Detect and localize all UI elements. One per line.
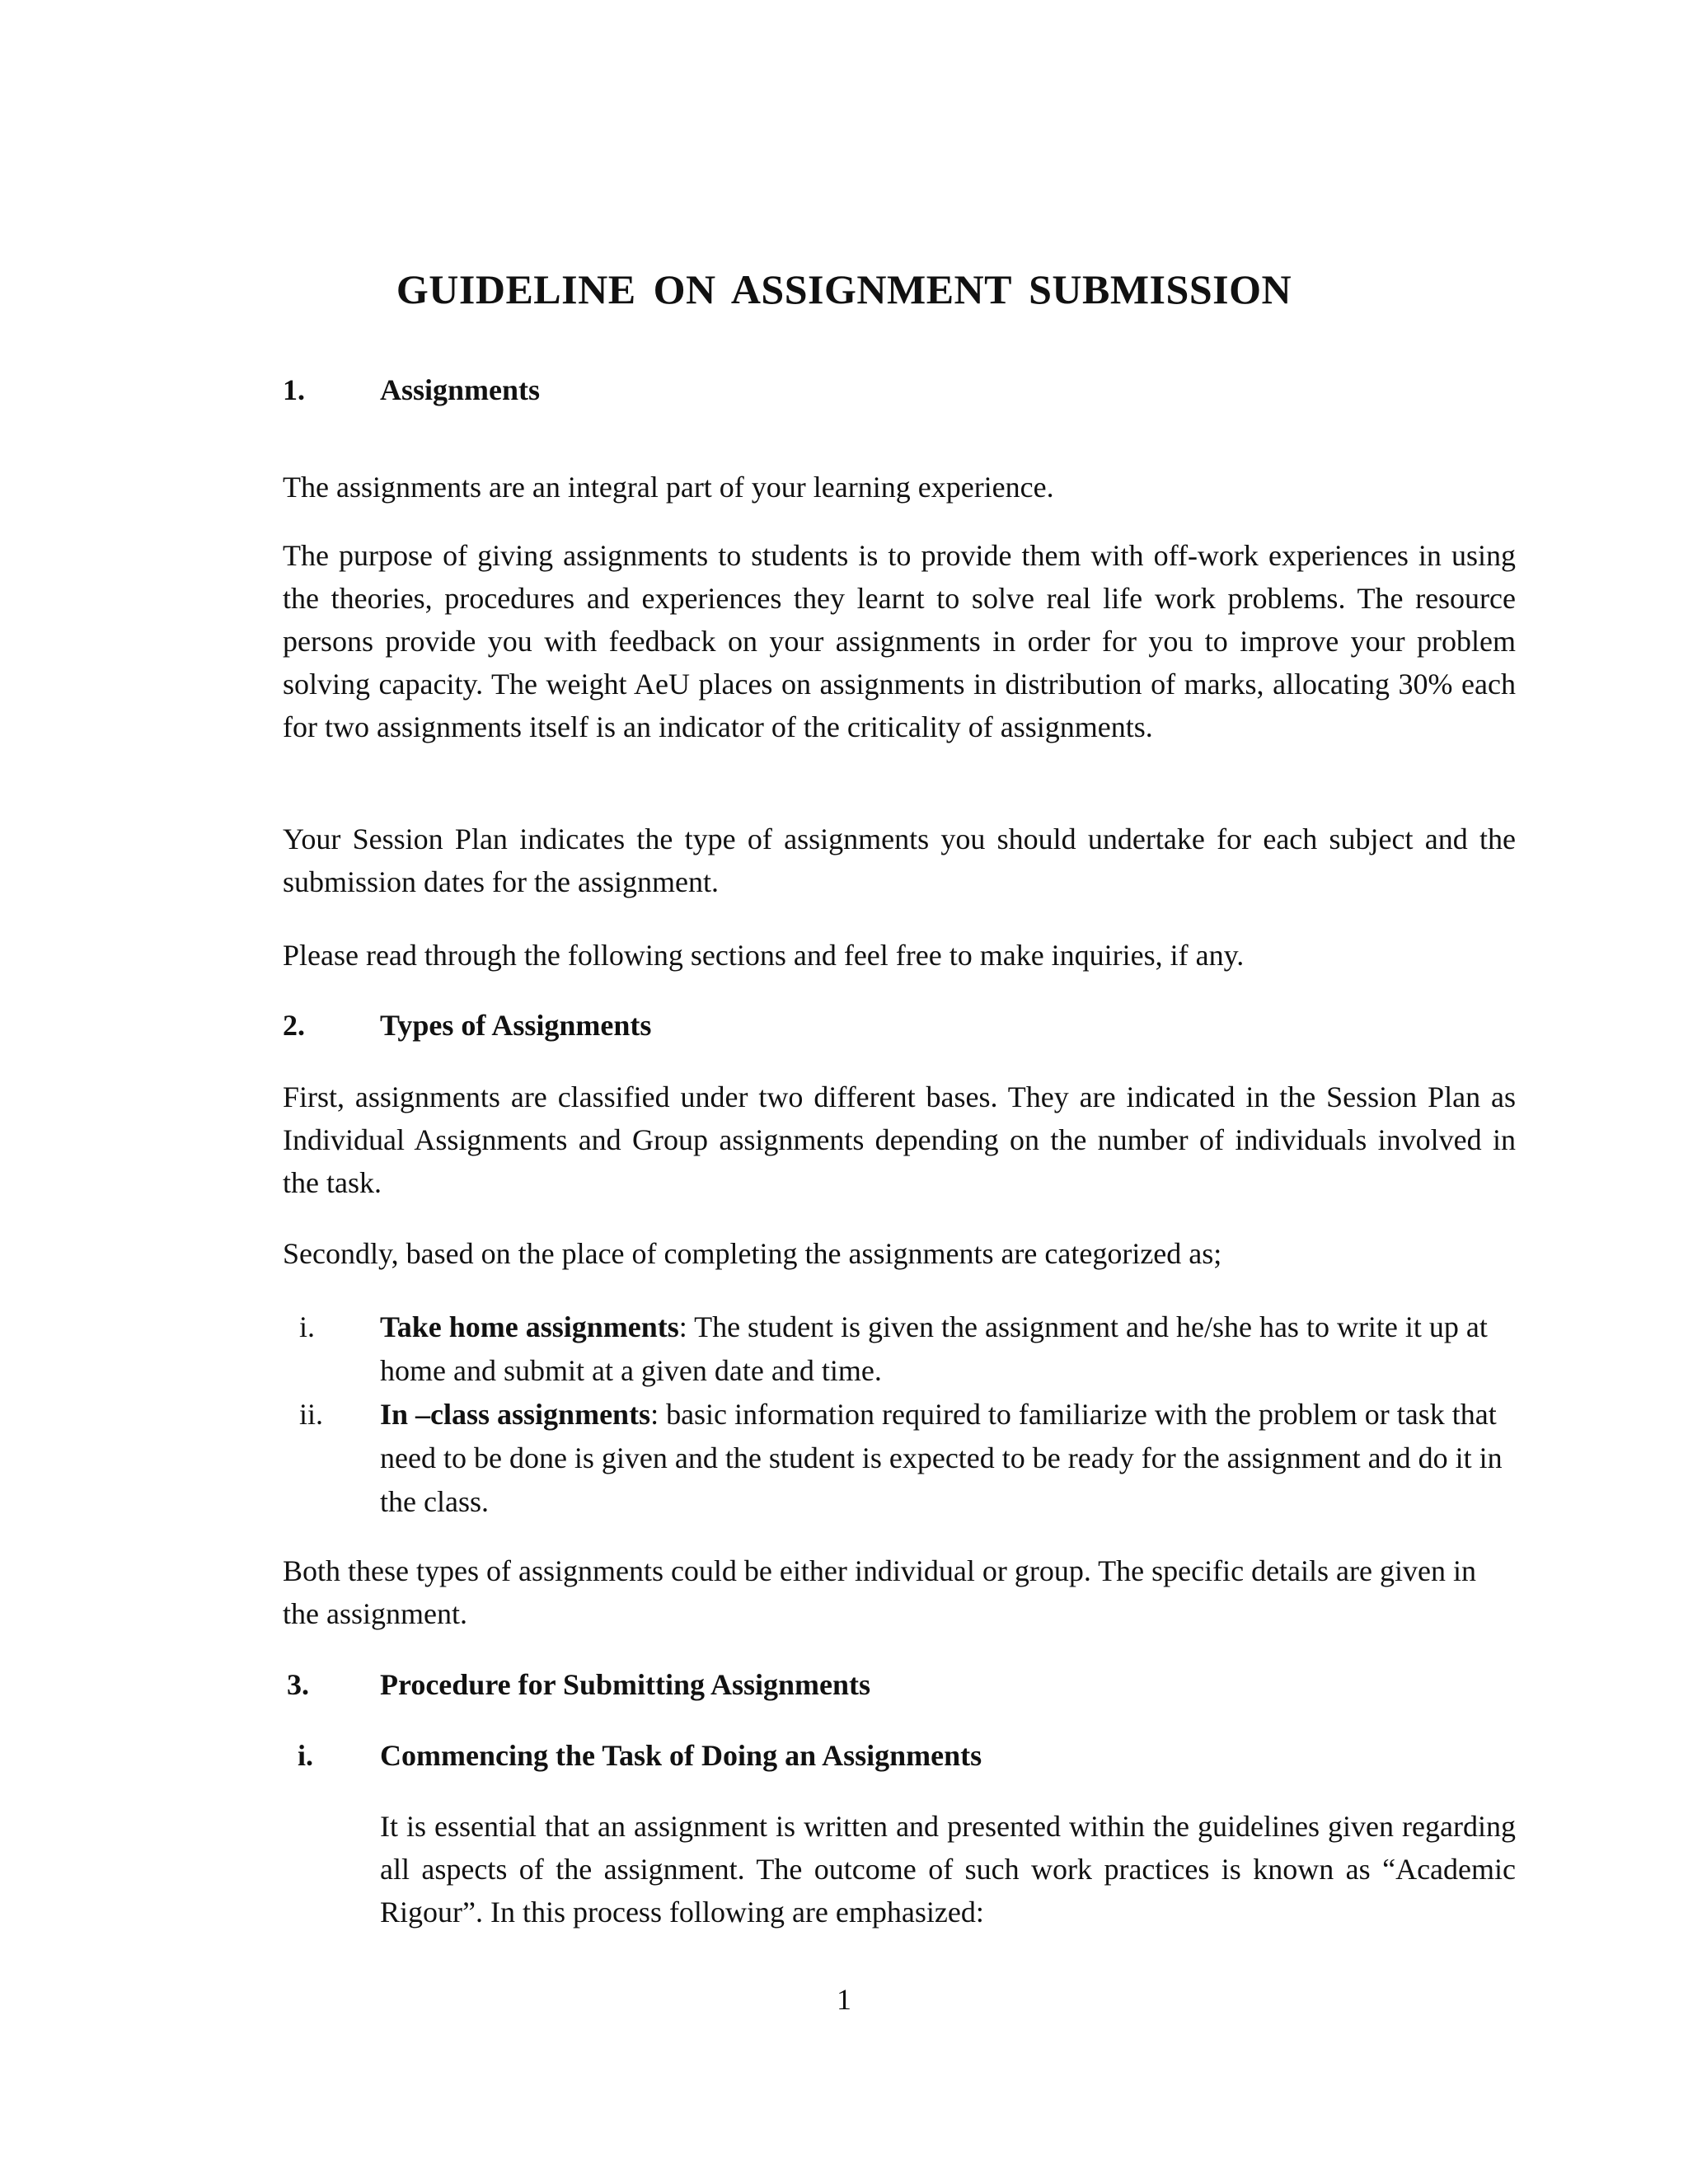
list-item-text: : basic information required to familiarize with the problem or task that need to be done is given and the student is expected to be ready for the assignment and do it in the class. <box>380 1398 1503 1518</box>
list-item-text: : The student is given the assignment and he/she has to write it up at home and submit at a given date and time. <box>380 1310 1488 1387</box>
paragraph: Your Session Plan indicates the type of assignments you should undertake for each subject and the submission dates for the assignment. <box>283 823 1516 898</box>
section-number: 1. <box>283 373 305 406</box>
subsection-number: i. <box>298 1739 314 1772</box>
list-item-body <box>380 1305 1516 1393</box>
section-number: 2. <box>283 1009 305 1042</box>
paragraph: First, assignments are classified under two different bases. They are indicated in the Session Plan as Individual Assignments and Group assignments depending on the number of individuals involved in the task. <box>283 1080 1516 1199</box>
document-title: GUIDELINE ON ASSIGNMENT SUBMISSION <box>396 266 1292 312</box>
paragraph: It is essential that an assignment is written and presented within the guidelines given regarding all aspects of the assignment. The outcome of such work practices is known as “Academic Rigour”. In this process following are emphasized: <box>380 1810 1516 1929</box>
paragraph: Secondly, based on the place of completing the assignments are categorized as; <box>283 1237 1222 1270</box>
paragraph: The purpose of giving assignments to students is to provide them with off-work experiences in using the theories, procedures and experiences they learnt to solve real life work problems. The resource persons provide you with feedback on your assignments in order for you to improve your problem solving capacity. The weight AeU places on assignments in distribution of marks, allocating 30% each for two assignments itself is an indicator of the criticality of assignments. <box>283 539 1516 743</box>
section-title: Assignments <box>380 373 541 406</box>
section-title: Procedure for Submitting Assignments <box>380 1668 871 1701</box>
section-title: Types of Assignments <box>380 1009 652 1042</box>
list-item-term: In –class assignments <box>380 1398 651 1431</box>
paragraph: The assignments are an integral part of your learning experience. <box>283 471 1054 504</box>
list-item-term: Take home assignments <box>380 1310 679 1343</box>
paragraph: Please read through the following sections and feel free to make inquiries, if any. <box>283 939 1245 972</box>
list-marker: ii. <box>299 1398 324 1431</box>
paragraph: Both these types of assignments could be either individual or group. The specific details are given in the assignment. <box>283 1554 1476 1630</box>
subsection-title: Commencing the Task of Doing an Assignments <box>380 1739 982 1772</box>
list-marker: i. <box>299 1310 316 1343</box>
section-number: 3. <box>287 1668 309 1701</box>
page-number: 1 <box>837 1983 851 2016</box>
list-item-body <box>380 1393 1516 1524</box>
